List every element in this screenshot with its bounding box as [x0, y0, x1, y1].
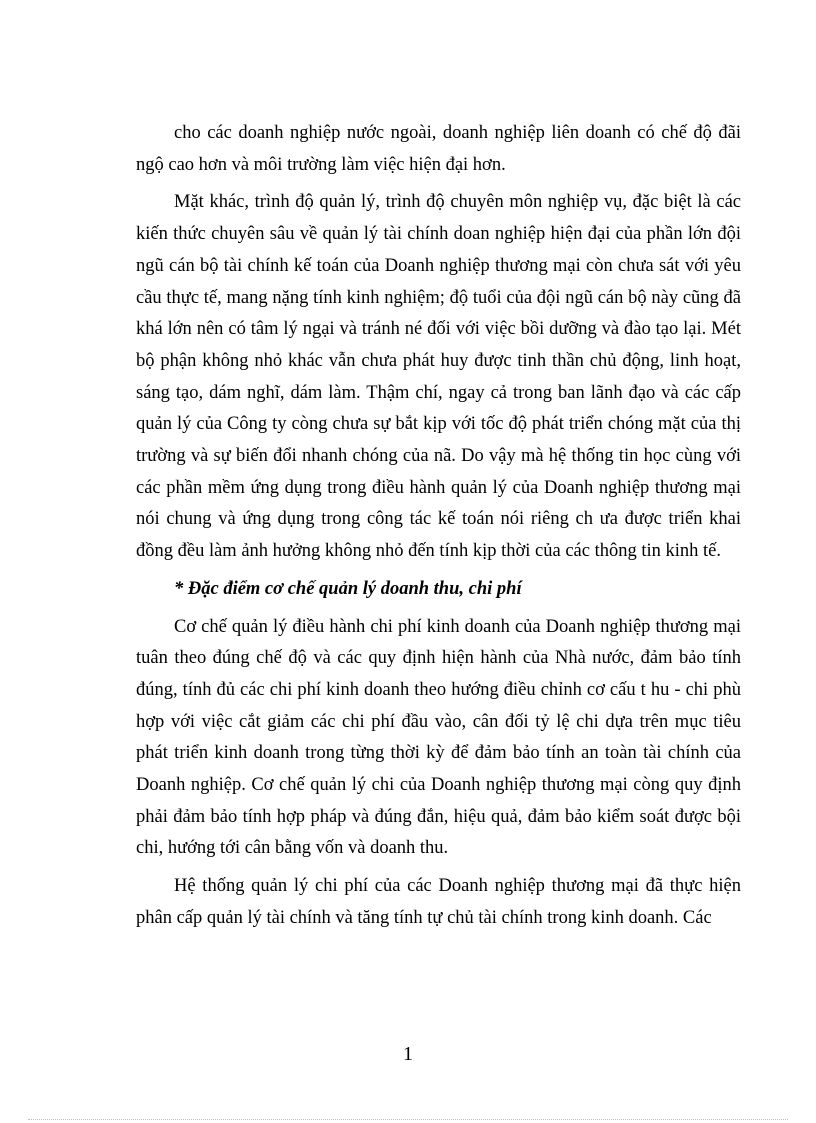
page-bottom-divider: [28, 1119, 788, 1120]
paragraph-cost-mechanism: Cơ chế quản lý điều hành chi phí kinh doanh của Doanh nghiệp thương mại tuân theo đúng chế độ và các quy định hiện hành của Nhà nước, đảm bảo tính đúng, tính đủ các chi phí kinh doanh theo hướng điều chỉnh cơ cấu t hu - chi phù hợp với việc cắt giảm các chi phí đầu vào, cân đối tỷ lệ chi dựa trên mục tiêu phát triển kinh doanh trong từng thời kỳ để đảm bảo tính an toàn tài chính của Doanh nghiệp. Cơ chế quản lý chi của Doanh nghiệp thương mại còng quy định phải đảm bảo tính hợp pháp và đúng đắn, hiệu quả, đảm bảo kiểm soát được bội chi, hướng tới cân bằng vốn và doanh thu.: [136, 616, 741, 859]
paragraph-continuation: cho các doanh nghiệp nước ngoài, doanh nghiệp liên doanh có chế độ đãi ngộ cao hơn và môi trường làm việc hiện đại hơn.: [136, 123, 741, 175]
paragraph-cost-system: Hệ thống quản lý chi phí của các Doanh nghiệp thương mại đã thực hiện phân cấp quản lý tài chính và tăng tính tự chủ tài chính trong kinh doanh. Các: [136, 876, 741, 928]
page-body: [136, 118, 741, 941]
section-heading: * Đặc điểm cơ chế quản lý doanh thu, chi phí: [174, 578, 522, 599]
page-number: 1: [403, 1043, 413, 1065]
paragraph-management-level: Mặt khác, trình độ quản lý, trình độ chuyên môn nghiệp vụ, đặc biệt là các kiến thức chuyên sâu về quản lý tài chính doan nghiệp hiện đại của phần lớn đội ngũ cán bộ tài chính kế toán của Doanh nghiệp thương mại còn chưa sát với yêu cầu thực tế, mang nặng tính kinh nghiệm; độ tuổi của đội ngũ cán bộ này cũng đã khá lớn nên có tâm lý ngại và tránh né đối với việc bồi dưỡng và đào tạo lại. Mét bộ phận không nhỏ khác vẫn chưa phát huy được tinh thần chủ động, linh hoạt, sáng tạo, dám nghĩ, dám làm. Thậm chí, ngay cả trong ban lãnh đạo và các cấp quản lý của Công ty còng chưa sự bắt kịp với tốc độ phát triển chóng mặt của thị trường và sự biến đổi nhanh chóng của nã. Do vậy mà hệ thống tin học cùng với các phần mềm ứng dụng trong điều hành quản lý của Doanh nghiệp thương mại nói chung và ứng dụng trong công tác kế toán nói riêng ch ưa được triển khai đồng đều làm ảnh hưởng không nhỏ đến tính kịp thời của các thông tin kinh tế.: [136, 192, 741, 562]
